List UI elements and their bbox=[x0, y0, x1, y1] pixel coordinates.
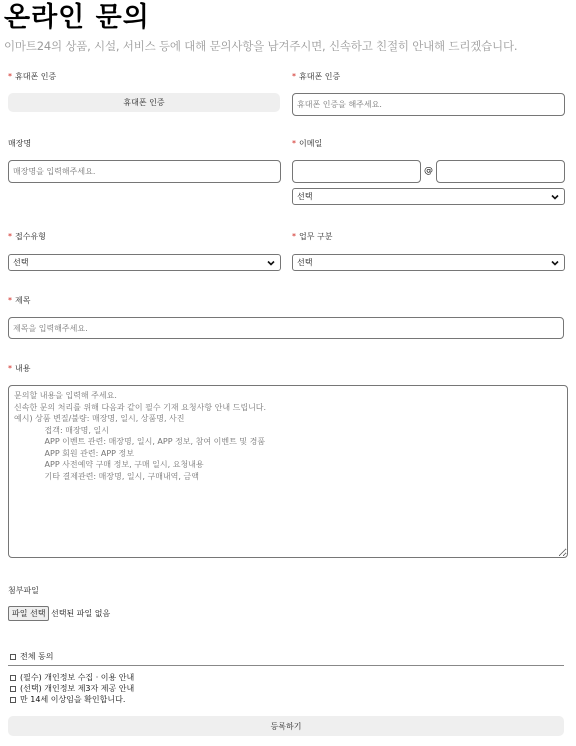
divider bbox=[8, 665, 564, 666]
subject-label: * 제목 bbox=[8, 296, 31, 305]
email-id-input[interactable] bbox=[292, 160, 421, 183]
page-subtitle: 이마트24의 상품, 시설, 서비스 등에 대해 문의사항을 남겨주시면, 신속하고 친절히 안내해 드리겠습니다. bbox=[4, 39, 518, 53]
content-textarea[interactable] bbox=[8, 385, 568, 558]
checkbox[interactable] bbox=[10, 686, 16, 692]
page-title: 온라인 문의 bbox=[4, 2, 150, 33]
required-mark: * bbox=[8, 72, 12, 81]
required-mark: * bbox=[292, 139, 296, 148]
agree-all-row[interactable]: 전체 동의 bbox=[10, 651, 53, 662]
email-domain-select[interactable]: 선택 bbox=[292, 188, 565, 205]
checkbox[interactable] bbox=[10, 697, 16, 703]
phone-auth-input[interactable] bbox=[292, 93, 565, 116]
required-mark: * bbox=[292, 72, 296, 81]
receipt-type-select[interactable]: 선택 bbox=[8, 254, 281, 271]
chevron-down-icon bbox=[550, 192, 560, 202]
file-status: 선택된 파일 없음 bbox=[51, 609, 111, 618]
required-mark: * bbox=[8, 232, 12, 241]
chevron-down-icon bbox=[266, 258, 276, 268]
phone-auth-button[interactable]: 휴대폰 인증 bbox=[8, 93, 280, 112]
file-select-button[interactable]: 파일 선택 bbox=[8, 606, 49, 621]
subject-input[interactable] bbox=[8, 317, 564, 339]
email-domain-input[interactable] bbox=[436, 160, 565, 183]
email-label: * 이메일 bbox=[292, 139, 323, 148]
store-label: 매장명 bbox=[8, 139, 32, 148]
required-mark: * bbox=[8, 296, 12, 305]
content-label: * 내용 bbox=[8, 364, 31, 373]
submit-button[interactable]: 등록하기 bbox=[8, 716, 564, 736]
required-mark: * bbox=[292, 232, 296, 241]
work-type-label: * 업무 구분 bbox=[292, 232, 333, 241]
at-sign: @ bbox=[424, 166, 433, 176]
phone-auth-label: * 휴대폰 인증 bbox=[8, 72, 57, 81]
receipt-type-label: * 접수유형 bbox=[8, 232, 46, 241]
chevron-down-icon bbox=[550, 258, 560, 268]
work-type-select[interactable]: 선택 bbox=[292, 254, 565, 271]
store-input[interactable] bbox=[8, 160, 281, 183]
agree-item-third-party[interactable]: (선택) 개인정보 제3자 제공 안내 bbox=[10, 683, 134, 694]
agree-item-age[interactable]: 만 14세 이상임을 확인합니다. bbox=[10, 694, 125, 705]
attachment-label: 첨부파일 bbox=[8, 586, 39, 595]
agree-all-checkbox[interactable] bbox=[10, 654, 16, 660]
required-mark: * bbox=[8, 364, 12, 373]
phone-auth-right-label: * 휴대폰 인증 bbox=[292, 72, 341, 81]
agree-item-privacy-required[interactable]: (필수) 개인정보 수집 · 이용 안내 bbox=[10, 672, 134, 683]
checkbox[interactable] bbox=[10, 675, 16, 681]
